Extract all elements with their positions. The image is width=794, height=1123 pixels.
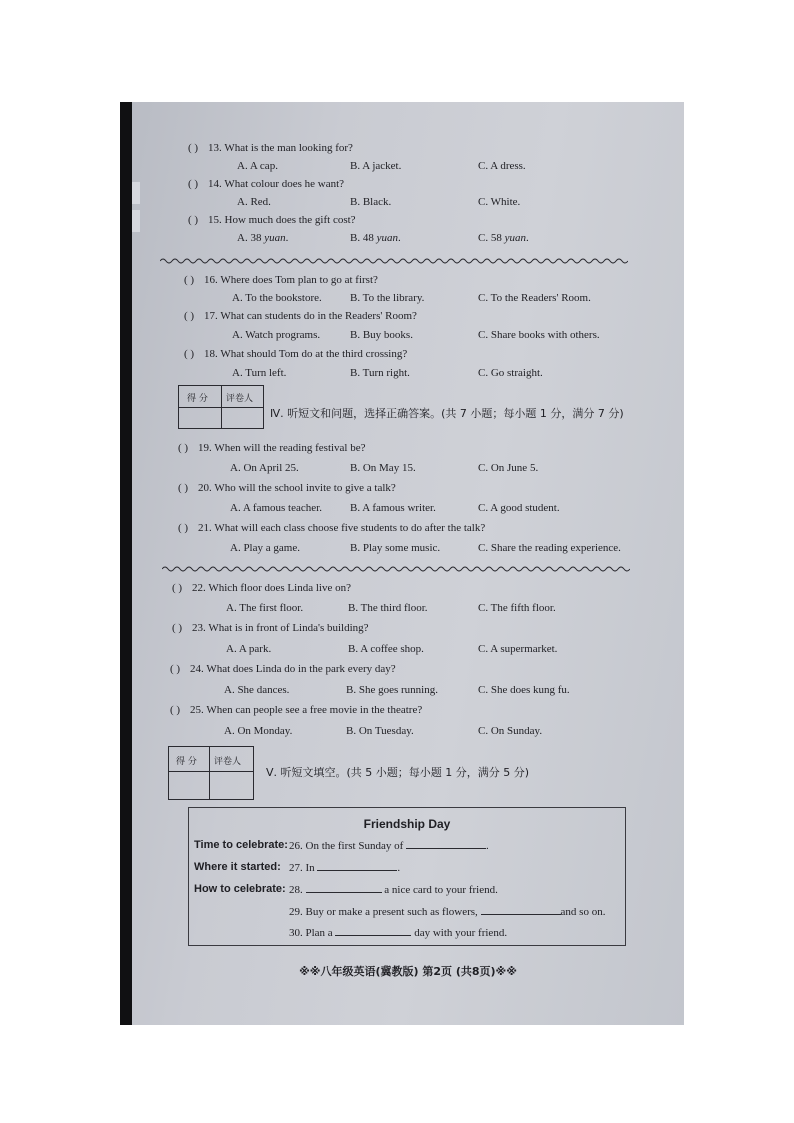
option-b: B. The third floor. xyxy=(348,602,428,614)
question-16: ( ) 16. Where does Tom plan to go at first? xyxy=(184,274,378,286)
option-b: B. Turn right. xyxy=(350,367,410,379)
question-26: 26. On the first Sunday of . xyxy=(289,840,489,852)
option-b: B. On May 15. xyxy=(350,462,416,474)
option-a: A. On Monday. xyxy=(224,725,293,737)
question-29: 29. Buy or make a present such as flowers, and so on. xyxy=(289,906,606,918)
option-c: C. On June 5. xyxy=(478,462,539,474)
question-24: ( ) 24. What does Linda do in the park every day? xyxy=(170,663,396,675)
question-28: 28. a nice card to your friend. xyxy=(289,884,498,896)
option-a: A. On April 25. xyxy=(230,462,299,474)
question-22: ( ) 22. Which floor does Linda live on? xyxy=(172,582,351,594)
option-a: A. A cap. xyxy=(237,160,278,172)
option-b: B. On Tuesday. xyxy=(346,725,414,737)
question-30: 30. Plan a day with your friend. xyxy=(289,927,508,939)
friendship-day-box xyxy=(188,807,626,946)
time-to-celebrate-label: Time to celebrate: xyxy=(194,839,288,851)
option-b: B. She goes running. xyxy=(346,684,438,696)
option-c: C. A supermarket. xyxy=(478,643,558,655)
option-a: A. Play a game. xyxy=(230,542,300,554)
option-a: A. Red. xyxy=(237,196,271,208)
friendship-day-title: Friendship Day xyxy=(363,817,451,831)
score-box xyxy=(168,746,254,800)
option-a: A. A famous teacher. xyxy=(230,502,322,514)
question-27: 27. In . xyxy=(289,862,401,874)
score-label: 得 分 xyxy=(176,757,197,767)
option-b: B. A coffee shop. xyxy=(348,643,424,655)
option-b: B. Black. xyxy=(350,196,392,208)
option-a: A. Watch programs. xyxy=(232,329,321,341)
option-c: C. A good student. xyxy=(478,502,560,514)
wavy-divider xyxy=(160,256,628,266)
exam-page xyxy=(132,102,684,1025)
where-it-started-label: Where it started: xyxy=(194,861,281,873)
option-c: C. The fifth floor. xyxy=(478,602,556,614)
option-c: C. White. xyxy=(478,196,521,208)
grader-label: 评卷人 xyxy=(226,394,254,404)
answer-blank[interactable] xyxy=(481,905,561,915)
question-19: ( ) 19. When will the reading festival be? xyxy=(178,442,366,454)
page-footer: ※※八年级英语(冀教版) 第2页 (共8页)※※ xyxy=(299,965,517,978)
answer-blank[interactable] xyxy=(306,883,382,893)
option-c: C. A dress. xyxy=(478,160,526,172)
page-edge-tab xyxy=(132,182,140,204)
score-label: 得 分 xyxy=(187,394,208,404)
option-b: B. To the library. xyxy=(350,292,425,304)
question-20: ( ) 20. Who will the school invite to give a talk? xyxy=(178,482,396,494)
question-21: ( ) 21. What will each class choose five students to do after the talk? xyxy=(178,522,486,534)
answer-blank[interactable] xyxy=(335,926,411,936)
option-a: A. To the bookstore. xyxy=(232,292,322,304)
question-17: ( ) 17. What can students do in the Readers' Room? xyxy=(184,310,417,322)
option-c: C. She does kung fu. xyxy=(478,684,570,696)
question-18: ( ) 18. What should Tom do at the third crossing? xyxy=(184,348,408,360)
section-5-heading: Ⅴ. 听短文填空。(共 5 小题；每小题 1 分，满分 5 分) xyxy=(266,766,530,779)
option-c: C. On Sunday. xyxy=(478,725,543,737)
option-a: A. 38 yuan. xyxy=(237,232,289,244)
option-c: C. 58 yuan. xyxy=(478,232,529,244)
option-a: A. Turn left. xyxy=(232,367,287,379)
option-b: B. 48 yuan. xyxy=(350,232,401,244)
option-c: C. To the Readers' Room. xyxy=(478,292,591,304)
wavy-divider xyxy=(162,564,630,574)
question-14: ( ) 14. What colour does he want? xyxy=(188,178,345,190)
section-4-heading: Ⅳ. 听短文和问题，选择正确答案。(共 7 小题；每小题 1 分，满分 7 分) xyxy=(270,407,624,420)
answer-blank[interactable] xyxy=(317,861,397,871)
option-b: B. Buy books. xyxy=(350,329,413,341)
option-a: A. A park. xyxy=(226,643,272,655)
option-a: A. She dances. xyxy=(224,684,290,696)
answer-blank[interactable] xyxy=(406,839,486,849)
option-c: C. Go straight. xyxy=(478,367,543,379)
page-edge-tab xyxy=(132,210,140,232)
score-box xyxy=(178,385,264,429)
question-25: ( ) 25. When can people see a free movie in the theatre? xyxy=(170,704,423,716)
option-b: B. Play some music. xyxy=(350,542,441,554)
option-c: C. Share books with others. xyxy=(478,329,600,341)
how-to-celebrate-label: How to celebrate: xyxy=(194,883,286,895)
option-b: B. A jacket. xyxy=(350,160,402,172)
option-c: C. Share the reading experience. xyxy=(478,542,621,554)
scanned-photo xyxy=(120,102,684,1025)
grader-label: 评卷人 xyxy=(214,757,242,767)
option-b: B. A famous writer. xyxy=(350,502,436,514)
option-a: A. The first floor. xyxy=(226,602,304,614)
question-13: ( ) 13. What is the man looking for? xyxy=(188,142,353,154)
question-15: ( ) 15. How much does the gift cost? xyxy=(188,214,356,226)
question-23: ( ) 23. What is in front of Linda's building? xyxy=(172,622,369,634)
